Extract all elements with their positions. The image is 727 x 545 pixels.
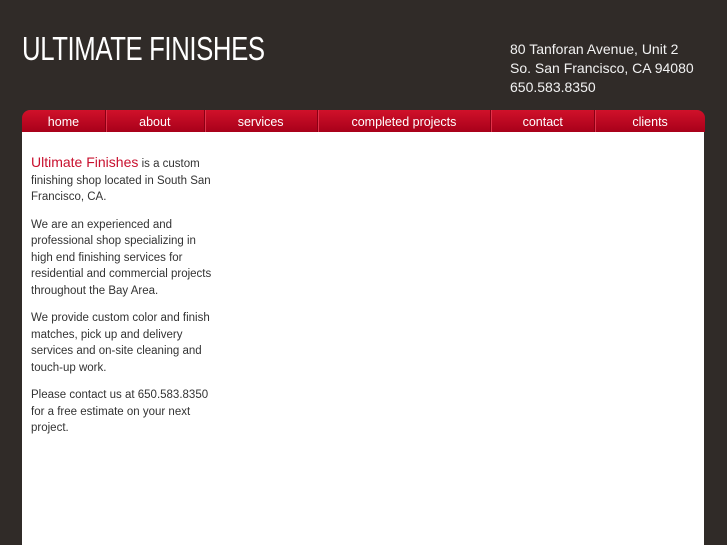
site-logo[interactable]: ULTIMATE FINISHES (22, 30, 265, 67)
intro-text-rest: is a custom finishing shop located in South San Francisco, CA. (31, 158, 211, 203)
nav-services[interactable]: services (205, 110, 318, 132)
nav-about[interactable]: about (106, 110, 205, 132)
nav-clients[interactable]: clients (632, 115, 668, 129)
intro-paragraph-4: Please contact us at 650.583.8350 for a free estimate on your next project. (31, 389, 209, 434)
brand-name: Ultimate Finishes (31, 154, 139, 170)
nav-completed-projects[interactable]: completed projects (318, 110, 492, 132)
phone: 650.583.8350 (510, 79, 596, 95)
intro-paragraph-2: We are an experienced and professional shop specializing in high end finishing services for residential and commercial projects throughout the Bay Area. (31, 218, 212, 297)
intro-paragraph-3: We provide custom color and finish matches, pick up and delivery services and on-site cleaning and touch-up work. (31, 312, 210, 374)
intro-paragraph-1 (31, 154, 216, 206)
nav-home[interactable]: home (22, 110, 106, 132)
nav-contact[interactable]: contact (491, 110, 595, 132)
content-area (22, 132, 704, 545)
intro-text (31, 154, 216, 448)
main-nav (22, 110, 705, 132)
address-line-2: So. San Francisco, CA 94080 (510, 60, 694, 76)
address-line-1: 80 Tanforan Avenue, Unit 2 (510, 41, 679, 57)
contact-info (510, 40, 694, 97)
